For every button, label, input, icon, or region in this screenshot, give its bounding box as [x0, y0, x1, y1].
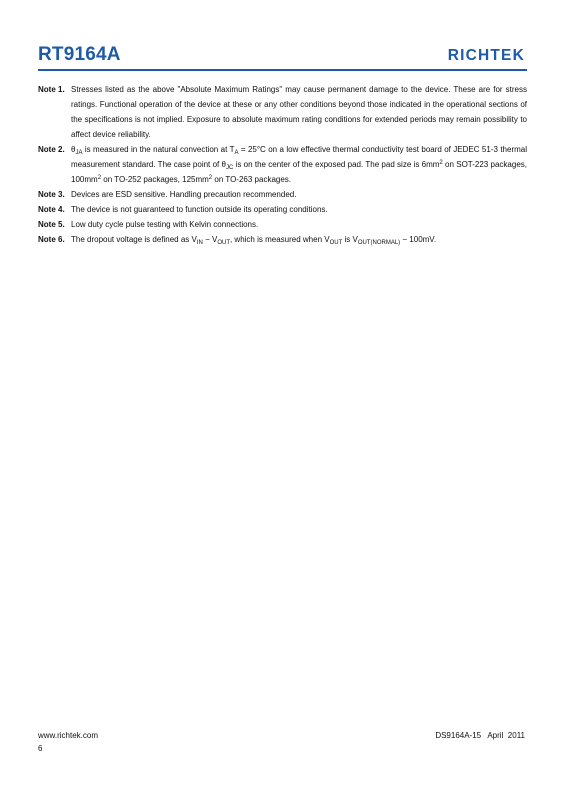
- note-6: [38, 232, 527, 247]
- note-label: Note 2.: [38, 145, 65, 154]
- note-4: [38, 202, 527, 217]
- note-label: Note 4.: [38, 205, 65, 214]
- footer-doc-id: DS9164A-15 April 2011: [435, 731, 525, 740]
- note-3: [38, 187, 527, 202]
- note-1: [38, 82, 527, 142]
- richtek-logo: RICHTEK: [447, 47, 525, 64]
- note-label: Note 3.: [38, 190, 65, 199]
- notes-section: [38, 82, 527, 247]
- note-text: The dropout voltage is defined as $V_{IN} - V_{OUT}$, which is measured when $V_{OUT}$ is $V_{OUT(NORMAL)} - 100mV$.: [71, 235, 437, 246]
- page-number: 6: [38, 744, 43, 753]
- note-text: Stresses listed as the above "Absolute Maximum Ratings" may cause permanent damage to the device. These are for stress ratings. Functional operation of the device at these or any other conditions beyond those indicated in the operational sections of the specifications is not implied. Exposure to absolute maximum rating conditions for extended periods may remain possibility to affect device reliability.: [71, 85, 527, 139]
- footer-website: www.richtek.com: [38, 731, 99, 740]
- note-text: Low duty cycle pulse testing with Kelvin connections.: [71, 220, 259, 229]
- note-label: Note 5.: [38, 220, 65, 229]
- note-5: [38, 217, 527, 232]
- note-text: The device is not guaranteed to function outside its operating conditions.: [71, 205, 328, 214]
- part-number: RT9164A: [38, 44, 121, 65]
- note-label: Note 6.: [38, 235, 65, 244]
- note-text: $\theta_{JA}$ is measured in the natural convection at $T_A = 25^\circ C$ on a low effective thermal conductivity test board of JEDEC 51-3 thermal measurement standard. The case point of $\theta_{JC}$ is on the center of the exposed pad. The pad size is $6mm^2$ on SOT-223 packages, $100mm^2$ on TO-252 packages, $125mm^2$ on TO-263 packages.: [71, 145, 527, 184]
- note-label: Note 1.: [38, 85, 65, 94]
- note-2: [38, 142, 527, 187]
- note-text: Devices are ESD sensitive. Handling precaution recommended.: [71, 190, 297, 199]
- header-rule: [38, 69, 527, 71]
